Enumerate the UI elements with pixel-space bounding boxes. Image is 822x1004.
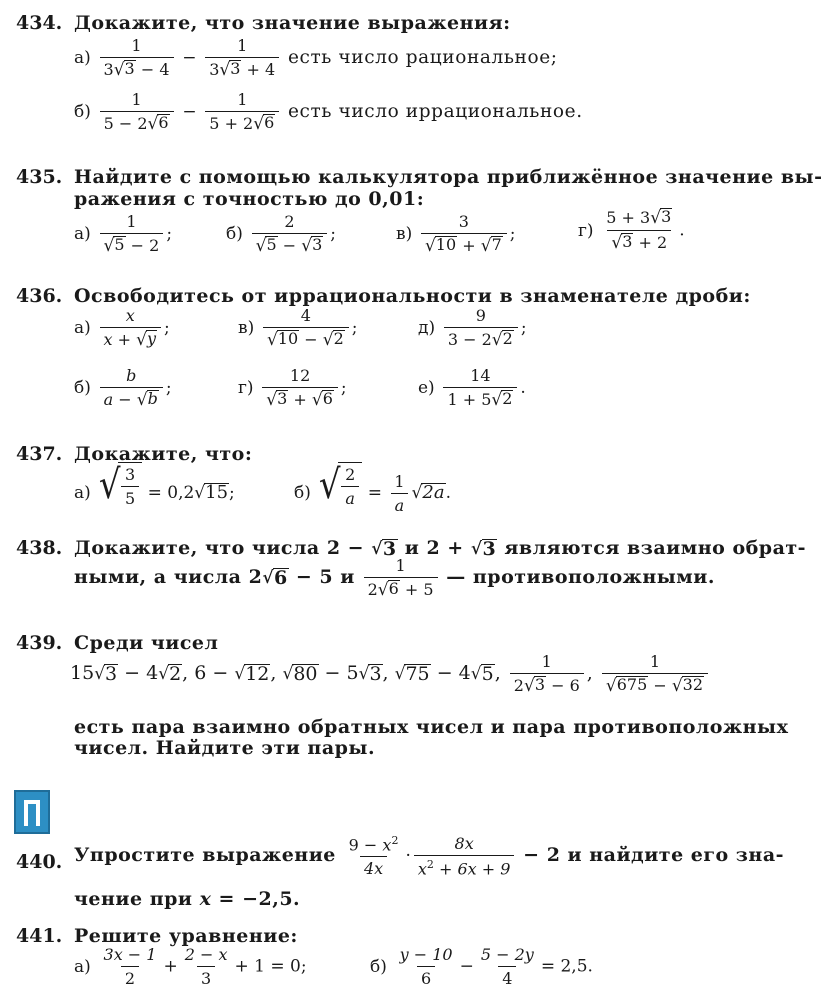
- problem-text-line: чение при x = −2,5.: [74, 888, 301, 910]
- item-a: а) √ $\frac{3}{5}$ = 0,2 √ 15 ;: [74, 462, 235, 508]
- item-d: г) 5 + 3 √ 3 √ 3 + 2 .: [578, 207, 685, 253]
- problem-text-line: Докажите, что числа 2 − √ 3 и 2 + √ 3 являются взаимно обрат-: [74, 537, 807, 560]
- problem-text-line: Найдите с помощью калькулятора приближённое значение вы-: [74, 166, 822, 188]
- item-d: д) 9 3 − 2 √ 2 ;: [418, 306, 527, 350]
- problem-header: Среди чисел: [74, 632, 219, 654]
- fraction: 9 3 − 2 √ 2: [444, 306, 518, 350]
- item-b: б) 1 5 − 2 √ 6 − 1 5 + 2 √ 6 есть число иррациональное.: [74, 90, 583, 134]
- problem-text-line: есть пара взаимно обратных чисел и пара противоположных: [74, 716, 789, 738]
- problem-number: 434.: [16, 12, 63, 34]
- fraction: $\frac{1}{a}$: [390, 472, 408, 515]
- section-marker-icon: [14, 790, 50, 834]
- problem-number: 441.: [16, 925, 63, 947]
- fraction: 1 5 + 2 √ 6: [205, 90, 279, 134]
- number-list: 15 √ 3 − 4 √ 2 , 6 − √ 12 , √ 80 − 5 √ 3 , √ 75 − 4 √ 5 , 1 2 √ 3 − 6 , 1 √ 675 − √ 32: [70, 652, 711, 696]
- fraction: 12 √ 3 + √ 6: [262, 366, 338, 410]
- fraction: $\frac{3}{5}$: [121, 465, 139, 508]
- fraction: 1 3 √ 3 − 4: [100, 36, 174, 80]
- item-a: а) x x + √ y ;: [74, 306, 170, 350]
- fraction: x x + √ y: [100, 306, 162, 350]
- problem-number: 435.: [16, 166, 63, 188]
- item-e: е) 14 1 + 5 √ 2 .: [418, 366, 526, 410]
- problem-header: Освободитесь от иррациональности в знаменателе дроби:: [74, 285, 751, 307]
- fraction: 2 √ 5 − √ 3: [252, 212, 328, 256]
- item-b: б) b a − √ b ;: [74, 366, 172, 410]
- fraction: 1 2 √ 3 − 6: [510, 652, 584, 696]
- item-b: б) 2 √ 5 − √ 3 ;: [226, 212, 336, 256]
- fraction: b a − √ b: [100, 366, 163, 410]
- fraction: $\frac{9 - x^2}{4x}$: [348, 834, 399, 879]
- problem-header: Решите уравнение:: [74, 925, 298, 947]
- fraction: 3 √ 10 + √ 7: [421, 212, 507, 256]
- problem-number: 437.: [16, 443, 63, 465]
- problem-text-line: ражения с точностью до 0,01:: [74, 188, 425, 210]
- fraction: 1 5 − 2 √ 6: [100, 90, 174, 134]
- item-a: а) 1 3 √ 3 − 4 − 1 3 √ 3 + 4 есть число рациональное;: [74, 36, 558, 80]
- fraction: 1 √ 5 − 2: [100, 212, 164, 256]
- problem-number: 436.: [16, 285, 63, 307]
- fraction: $\frac{8x}{x^2 + 6x + 9}$: [414, 834, 515, 878]
- item-b: б) $\frac{y - 10}{6}$ − $\frac{5 - 2y}{4}$ = 2,5.: [370, 945, 593, 988]
- fraction: $\frac{2 - x}{3}$: [184, 945, 228, 988]
- fraction: $\frac{5 - 2y}{4}$: [480, 945, 534, 988]
- item-v: в) 4 √ 10 − √ 2 ;: [238, 306, 358, 350]
- fraction: 14 1 + 5 √ 2: [443, 366, 517, 410]
- item-a: а) $\frac{3x - 1}{2}$ + $\frac{2 - x}{3}$ + 1 = 0;: [74, 945, 307, 988]
- problem-number: 439.: [16, 632, 63, 654]
- fraction: 5 + 3 √ 3 √ 3 + 2: [606, 207, 672, 253]
- item-a: а) 1 √ 5 − 2 ;: [74, 212, 173, 256]
- fraction: $\frac{y - 10}{6}$: [399, 945, 453, 988]
- item-b: б) √ $\frac{2}{a}$ = $\frac{1}{a}$ √ 2a .: [294, 462, 451, 515]
- fraction: $\frac{2}{a}$: [341, 465, 359, 508]
- problem-header: Докажите, что значение выражения:: [74, 12, 511, 34]
- problem-number: 438.: [16, 537, 63, 559]
- problem-text-line: чисел. Найдите эти пары.: [74, 737, 376, 759]
- fraction: 4 √ 10 − √ 2: [263, 306, 349, 350]
- fraction: 1 √ 675 − √ 32: [602, 652, 708, 696]
- item-g: г) 12 √ 3 + √ 6 ;: [238, 366, 347, 410]
- problem-number: 440.: [16, 851, 63, 873]
- problem-text-line: ными, а числа 2 √ 6 − 5 и 1 2 √ 6 + 5 — противоположными.: [74, 556, 715, 600]
- fraction: 1 2 √ 6 + 5: [364, 556, 438, 600]
- problem-text-line: Упростите выражение $\frac{9 - x^2}{4x}$ · $\frac{8x}{x^2 + 6x + 9}$ − 2 и найдите его зна-: [74, 834, 785, 879]
- fraction: 1 3 √ 3 + 4: [205, 36, 279, 80]
- item-c: в) 3 √ 10 + √ 7 ;: [396, 212, 516, 256]
- fraction: $\frac{3x - 1}{2}$: [103, 945, 157, 988]
- problem-header: Докажите, что:: [74, 443, 253, 465]
